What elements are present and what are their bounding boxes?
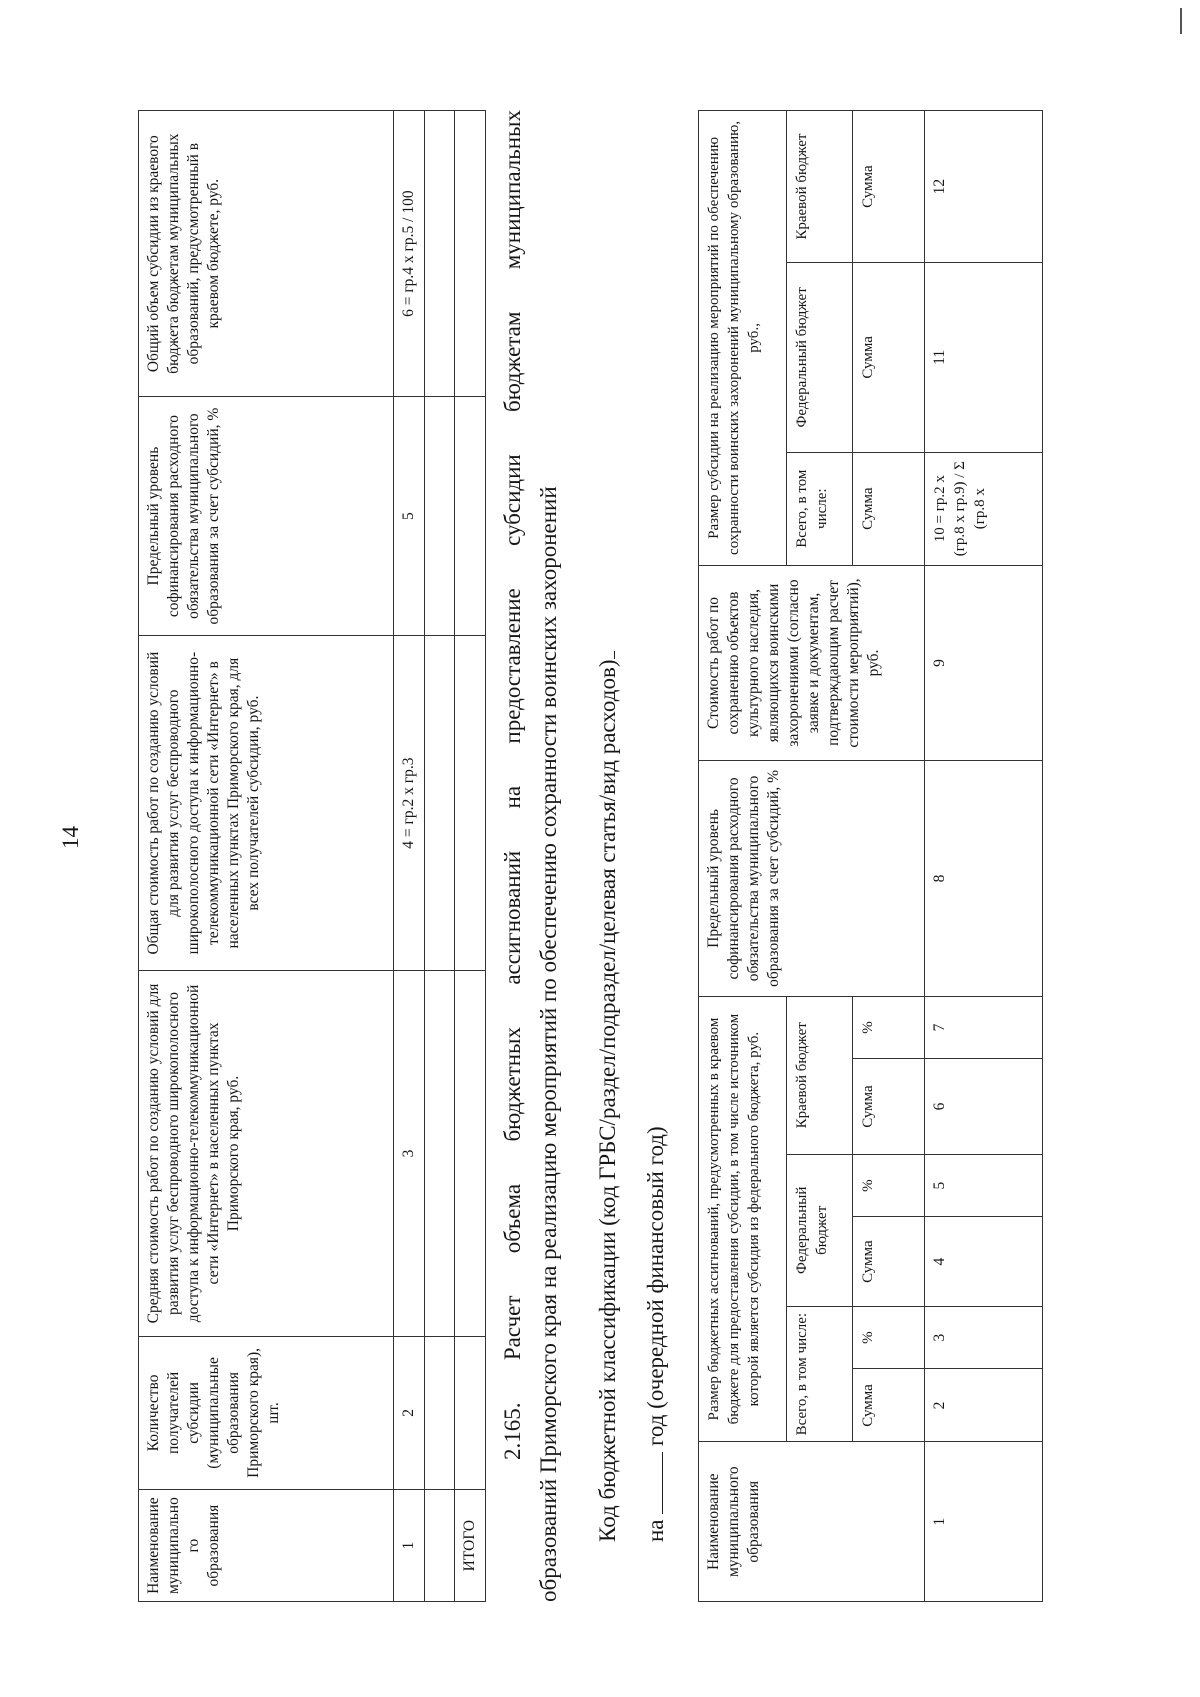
column-number: 1 [394, 1490, 425, 1602]
year-prefix: на [643, 1519, 668, 1542]
column-number: 2 [394, 1336, 425, 1490]
title-word: муниципальных [500, 110, 525, 270]
year-line [640, 110, 671, 1602]
column-number: 5 [925, 1154, 1043, 1217]
header-cell: Всего, в том числе: [787, 1306, 853, 1442]
column-number: 7 [925, 996, 1043, 1059]
total-row [455, 111, 486, 1602]
column-number: 3 [394, 971, 425, 1336]
table-header-row-1 [699, 111, 787, 1602]
column-number: 12 [925, 111, 1043, 263]
header-cell: Наименование муниципального образования [139, 1490, 394, 1602]
year-blank [640, 1452, 663, 1514]
budget-code-blank [592, 652, 615, 660]
header-cell: Всего, в том числе: [787, 452, 853, 565]
title-word: Расчет [500, 1295, 525, 1361]
header-cell: Сумма [853, 452, 925, 565]
column-number: 1 [925, 1442, 1043, 1602]
title-word: бюджетных [500, 1027, 525, 1142]
subsidy-calc-table-2 [698, 110, 1043, 1602]
header-cell: Федеральный бюджет [787, 263, 853, 452]
column-number-row [925, 111, 1043, 1602]
header-cell: Общий объем субсидии из краевого бюджета бюджетам муниципальных образований, предусмотренный в краевом бюджете, руб. [139, 111, 394, 397]
title-word: на [500, 785, 525, 809]
subsidy-calc-table-1 [138, 110, 486, 1602]
header-cell: % [853, 996, 925, 1059]
page-number: 14 [58, 826, 83, 849]
column-number: 9 [925, 565, 1043, 760]
header-cell: % [853, 1306, 925, 1369]
header-cell: Наименование муниципального образования [699, 1442, 925, 1602]
header-cell: Предельный уровень софинансирования расходного обязательства муниципального образования за счет субсидий, % [699, 761, 925, 997]
header-cell: Сумма [853, 111, 925, 263]
header-cell: Сумма [853, 1059, 925, 1154]
title-word: субсидии [500, 454, 525, 546]
column-number: 6 [925, 1059, 1043, 1154]
column-number: 11 [925, 263, 1043, 452]
header-cell: Средняя стоимость работ по созданию условий для развития услуг беспроводного широкополосного доступа к информационно-телекоммуникационной сети «Интернет» в населенных пунктах Приморского края, руб. [139, 971, 394, 1336]
column-number: 6 = гр.4 х гр.5 / 100 [394, 111, 425, 397]
title-word: ассигнований [500, 850, 525, 985]
header-group-allocations: Размер бюджетных ассигнований, предусмотренных в краевом бюджете для предоставления субсидии, в том числе источником которой является субсидия из федерального бюджета, руб. [699, 996, 787, 1442]
column-number: 8 [925, 761, 1043, 997]
header-cell: Сумма [853, 1217, 925, 1306]
title-word: предоставление [500, 588, 525, 744]
section-title-line-2: образований Приморского края на реализацию мероприятий по обеспечению сохранности воинских захоронений [536, 486, 561, 1602]
column-number-row [394, 111, 425, 1602]
budget-code-label: Код бюджетной классификации (код ГРБС/раздел/подраздел/целевая статья/вид расходов) [595, 659, 620, 1542]
header-cell: Краевой бюджет [787, 111, 853, 263]
column-number: 3 [925, 1306, 1043, 1369]
table-header-row [139, 111, 394, 1602]
header-cell: Федеральный бюджет [787, 1154, 853, 1306]
header-cell: % [853, 1154, 925, 1217]
section-title-line-1 [498, 110, 528, 1602]
section-number: 2.165. [500, 1402, 525, 1460]
total-label: ИТОГО [455, 1490, 486, 1602]
header-cell: Сумма [853, 263, 925, 452]
year-suffix: год (очередной финансовый год) [643, 1126, 668, 1446]
column-number: 4 [925, 1217, 1043, 1306]
header-cell: Предельный уровень софинансирования расходного обязательства муниципального образования за счет субсидий, % [139, 397, 394, 636]
header-cell: Сумма [853, 1369, 925, 1442]
column-formula-10: 10 = гр.2 х (гр.8 х гр.9) / Σ (гр.8 х [925, 452, 1043, 565]
column-number: 2 [925, 1369, 1043, 1442]
column-number: 4 = гр.2 х гр.3 [394, 635, 425, 970]
header-group-subsidy: Размер субсидии на реализацию мероприятий по обеспечению сохранности воинских захоронений муниципальному образованию, руб., [699, 111, 787, 566]
title-word: бюджетам [500, 311, 525, 412]
header-cell: Краевой бюджет [787, 996, 853, 1154]
table-row [425, 111, 455, 1602]
column-number: 5 [394, 397, 425, 636]
title-word: объема [500, 1183, 525, 1254]
budget-code-line [592, 110, 623, 1602]
header-cell: Количество получателей субсидии (муниципальные образования Приморского края), шт. [139, 1336, 394, 1490]
header-cell: Стоимость работ по сохранению объектов культурного наследия, являющихся воинскими захоронениями (согласно заявке и документам, подтверждающим расчет стоимости мероприятий), руб. [699, 565, 925, 760]
header-cell: Общая стоимость работ по созданию условий для развития услуг беспроводного широкополосного доступа к информационно-телекоммуникационной сети «Интернет» в населенных пунктах Приморского края, для всех получателей субсидии, руб. [139, 635, 394, 970]
